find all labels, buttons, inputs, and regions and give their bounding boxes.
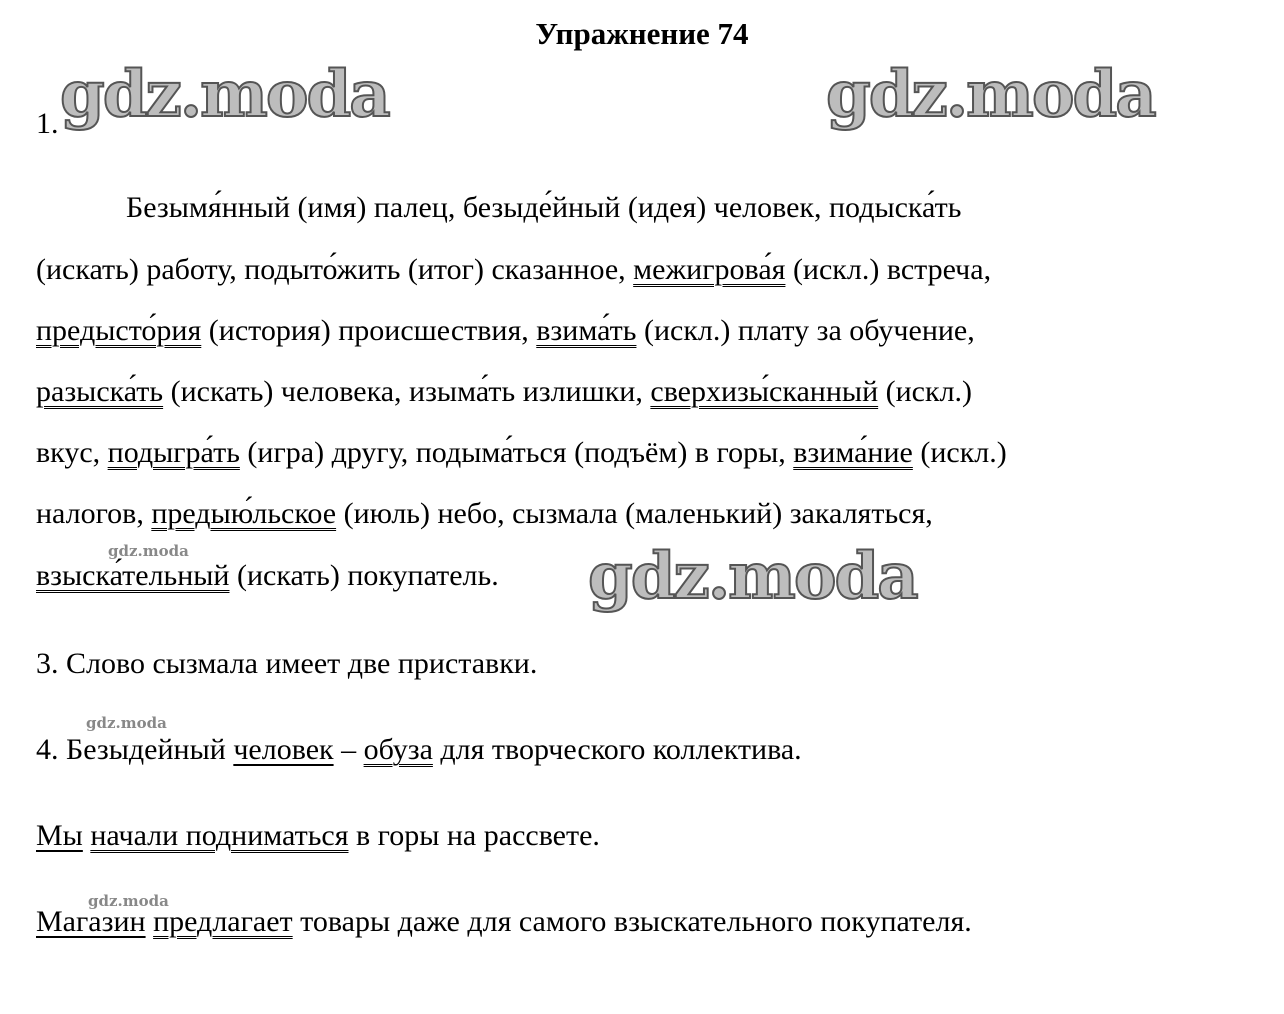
text: ) сказанное, <box>473 253 634 286</box>
text: ) работу, <box>128 253 245 286</box>
text: (искл.) встреча, <box>785 253 992 286</box>
text: ) происшествия, <box>320 314 537 347</box>
word: итог <box>417 253 474 286</box>
word: искать <box>247 559 330 592</box>
word: искать <box>46 253 129 286</box>
text: ) палец, <box>356 191 463 224</box>
item-4 <box>36 730 802 770</box>
item-3: 3. Слово сызмала имеет две приставки. <box>36 647 538 680</box>
word-underlined: межигрова́я <box>633 253 786 286</box>
text: налогов, <box>36 497 152 530</box>
word-underlined: разыска́ть <box>36 375 164 408</box>
paragraph-line-3 <box>36 311 975 351</box>
word: подъём <box>584 436 678 469</box>
text: (искл.) плату за обучение, <box>636 314 975 347</box>
text: ) небо, <box>419 497 513 530</box>
text: ( <box>163 375 181 408</box>
watermark-logo: gdz.moda <box>60 57 389 132</box>
text: (искл.) <box>912 436 1007 469</box>
word: июль <box>353 497 420 530</box>
word-underlined: предысто́рия <box>36 314 202 347</box>
text: ) покупатель. <box>329 559 499 592</box>
text: ( <box>201 314 219 347</box>
text: ( <box>229 559 247 592</box>
paragraph-line-2 <box>36 250 991 290</box>
watermark-logo: gdz.moda <box>88 892 169 910</box>
predicate-underlined: начали подниматься <box>90 819 349 852</box>
text: ) другу, <box>314 436 416 469</box>
subject-underlined: человек <box>233 733 334 766</box>
watermark-logo: gdz.moda <box>86 714 167 732</box>
text: излишки, <box>515 375 651 408</box>
word-underlined: сверхизы́сканный <box>650 375 879 408</box>
word-underlined: взима́ть <box>536 314 637 347</box>
text: (искл.) <box>878 375 973 408</box>
item-1-number: 1. <box>36 107 59 140</box>
text: ( <box>620 191 638 224</box>
text: ( <box>36 253 46 286</box>
word-underlined: предыю́льское <box>151 497 337 530</box>
paragraph-line-5 <box>36 433 1007 473</box>
text: ( <box>239 436 258 469</box>
text: ) закаляться, <box>772 497 933 530</box>
word: история <box>218 314 321 347</box>
sentence-2 <box>36 816 600 856</box>
word: искать <box>180 375 264 408</box>
text: ( <box>290 191 308 224</box>
paragraph-line-1 <box>126 188 961 228</box>
word: Безымя́нный <box>126 191 291 224</box>
word: подыска́ть <box>829 191 962 224</box>
watermark-logo: gdz.moda <box>826 57 1155 132</box>
word-underlined: подыгра́ть <box>107 436 240 469</box>
paragraph-line-6 <box>36 494 933 534</box>
text: в горы на рассвете. <box>348 819 600 852</box>
text: ) человека, <box>263 375 410 408</box>
watermark-logo: gdz.moda <box>588 539 917 614</box>
word: подыто́жить <box>244 253 401 286</box>
word: имя <box>307 191 357 224</box>
text: ( <box>400 253 418 286</box>
word: маленький <box>635 497 773 530</box>
text: – <box>333 733 364 766</box>
word: игра <box>257 436 315 469</box>
paragraph-line-4 <box>36 372 972 412</box>
text: ( <box>336 497 354 530</box>
sentence-3 <box>36 902 972 942</box>
text: ( <box>617 497 636 530</box>
text: 4. Безыдейный <box>36 733 234 766</box>
predicate-underlined: обуза <box>363 733 433 766</box>
watermark-logo: gdz.moda <box>108 542 189 560</box>
text: ) человек, <box>696 191 829 224</box>
word: подыма́ться <box>415 436 567 469</box>
exercise-title: Упражнение 74 <box>535 16 749 51</box>
text: вкус, <box>36 436 108 469</box>
predicate-underlined: предлагает <box>153 905 293 938</box>
subject-underlined: Мы <box>36 819 83 852</box>
text: ) в горы, <box>677 436 794 469</box>
text: для творческого коллектива. <box>432 733 802 766</box>
word: идея <box>637 191 697 224</box>
text: товары даже для самого взыскательного покупателя. <box>292 905 972 938</box>
word-underlined: взима́ние <box>793 436 913 469</box>
subject-underlined: Магазин <box>36 905 146 938</box>
word: изыма́ть <box>409 375 516 408</box>
word: безыде́йный <box>462 191 621 224</box>
word: сызмала <box>512 497 618 530</box>
paragraph-line-7 <box>36 556 499 596</box>
text: ( <box>566 436 585 469</box>
word-underlined: взыска́тельный <box>36 559 230 592</box>
